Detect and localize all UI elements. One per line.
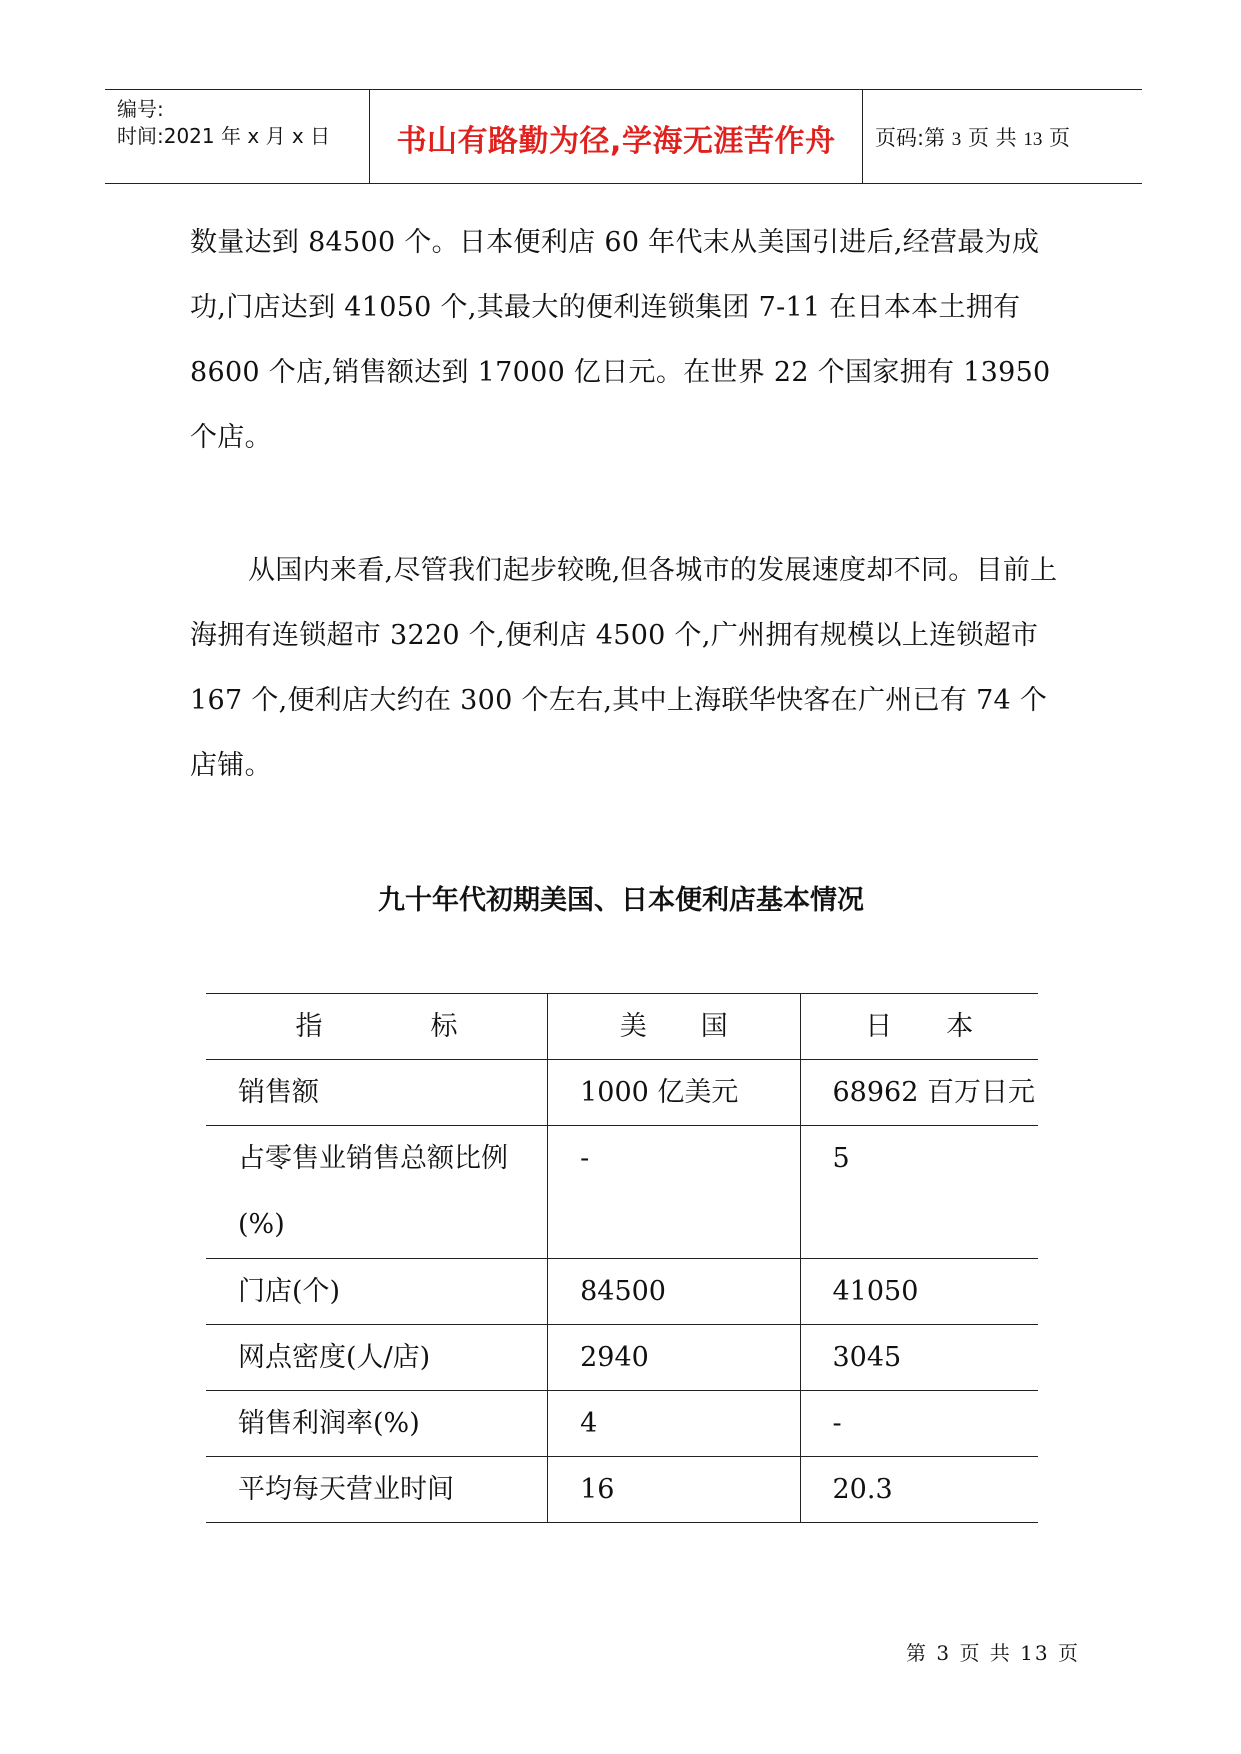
table-cell: 20.3	[800, 1457, 1038, 1523]
page-current: 3	[951, 129, 962, 150]
table-cell: 84500	[548, 1259, 800, 1325]
table-cell: 5	[800, 1126, 1038, 1259]
table-row	[206, 1126, 1038, 1259]
page-header	[105, 89, 1142, 184]
page-prefix: 页码:第	[875, 126, 946, 150]
table-cell: 销售额	[206, 1060, 548, 1126]
table-cell: 4	[548, 1391, 800, 1457]
paragraph-text: 从国内来看,尽管我们起步较晚,但各城市的发展速度却不同。目前上海拥有连锁超市 3220 个,便利店 4500 个,广州拥有规模以上连锁超市 167 个,便利店大约在 300 个左右,其中上海联华快客在广州已有 74 个店铺。	[190, 555, 1058, 781]
table-cell: 网点密度(人/店)	[206, 1325, 548, 1391]
header-divider	[369, 90, 370, 183]
header-divider	[862, 90, 863, 183]
table-cell: 3045	[800, 1325, 1038, 1391]
column-header: 指 标	[206, 994, 548, 1060]
table-cell: 销售利润率(%)	[206, 1391, 548, 1457]
table-cell: 1000 亿美元	[548, 1060, 800, 1126]
table-cell: 2940	[548, 1325, 800, 1391]
table-cell: -	[548, 1126, 800, 1259]
table-row	[206, 1060, 1038, 1126]
document-time-label: 时间:2021 年 x 月 x 日	[117, 124, 331, 148]
page-total: 13	[1023, 129, 1043, 150]
data-table	[206, 993, 1038, 1523]
header-meta	[105, 90, 369, 183]
header-motto: 书山有路勤为径,学海无涯苦作舟	[396, 124, 836, 159]
table-cell: 平均每天营业时间	[206, 1457, 548, 1523]
table-cell: -	[800, 1391, 1038, 1457]
column-header: 日 本	[800, 994, 1038, 1060]
table-row	[206, 1259, 1038, 1325]
page-suffix: 页	[1049, 126, 1071, 150]
column-header: 美 国	[548, 994, 800, 1060]
table-title: 九十年代初期美国、日本便利店基本情况	[378, 885, 864, 916]
page-mid: 页 共	[967, 126, 1017, 150]
table-cell: 占零售业销售总额比例(%)	[206, 1126, 548, 1259]
table-cell: 41050	[800, 1259, 1038, 1325]
body-paragraph: 数量达到 84500 个。日本便利店 60 年代末从美国引进后,经营最为成功,门店达到 41050 个,其最大的便利连锁集团 7-11 在日本本土拥有 8600 个店,销售额达到 17000 亿日元。在世界 22 个国家拥有 13950 个店。	[190, 227, 1051, 453]
page-footer: 第 3 页 共 13 页	[906, 1641, 1080, 1665]
document-number-label: 编号:	[117, 97, 164, 121]
table-cell: 16	[548, 1457, 800, 1523]
table-cell: 68962 百万日元	[800, 1060, 1038, 1126]
table-cell: 门店(个)	[206, 1259, 548, 1325]
table-row	[206, 1457, 1038, 1523]
header-page-number	[875, 122, 1070, 152]
table-row	[206, 1391, 1038, 1457]
table-row	[206, 1325, 1038, 1391]
table-header-row	[206, 994, 1038, 1060]
body-paragraph	[190, 538, 1070, 798]
